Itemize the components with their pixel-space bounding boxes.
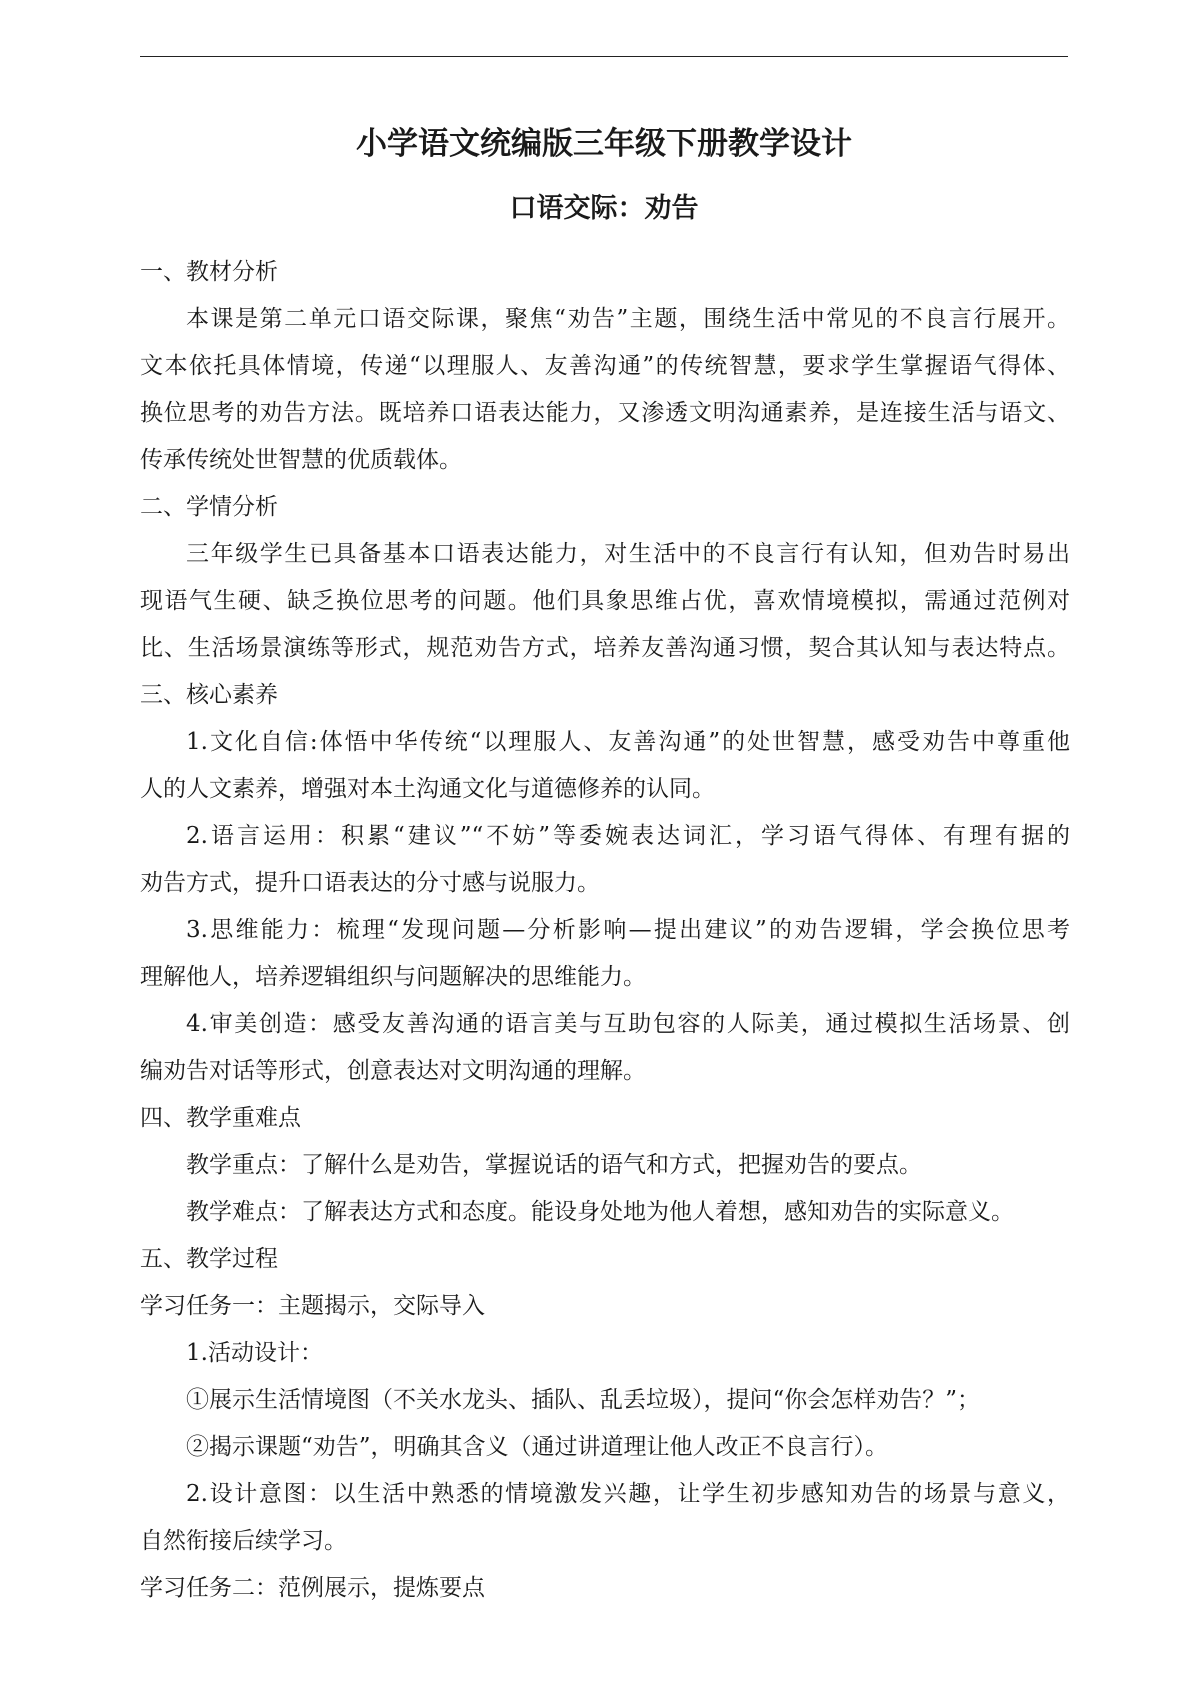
text-line: 四、教学重难点 bbox=[140, 1105, 301, 1131]
text-line: 3.思维能力：梳理“发现问题—分析影响—提出建议”的劝告逻辑，学会换位思考 bbox=[186, 917, 1070, 943]
text-line: 本课是第二单元口语交际课，聚焦“劝告”主题，围绕生活中常见的不良言行展开。 bbox=[186, 306, 1070, 332]
text-line: 学习任务一：主题揭示，交际导入 bbox=[140, 1293, 485, 1319]
text-line: 1.文化自信:体悟中华传统“以理服人、友善沟通”的处世智慧，感受劝告中尊重他 bbox=[186, 729, 1070, 755]
document-title: 小学语文统编版三年级下册教学设计 bbox=[356, 126, 852, 162]
text-line: 换位思考的劝告方法。既培养口语表达能力，又渗透文明沟通素养，是连接生活与语文、 bbox=[140, 400, 1070, 426]
text-line: 二、学情分析 bbox=[140, 494, 278, 520]
text-line: 教学难点：了解表达方式和态度。能设身处地为他人着想，感知劝告的实际意义。 bbox=[186, 1199, 1014, 1225]
header-rule bbox=[140, 56, 1068, 57]
text-line: 编劝告对话等形式，创意表达对文明沟通的理解。 bbox=[140, 1058, 646, 1084]
text-line: 1.活动设计： bbox=[186, 1340, 323, 1366]
text-line: 教学重点：了解什么是劝告，掌握说话的语气和方式，把握劝告的要点。 bbox=[186, 1152, 922, 1178]
text-line: 人的人文素养，增强对本土沟通文化与道德修养的认同。 bbox=[140, 776, 715, 802]
text-line: 理解他人，培养逻辑组织与问题解决的思维能力。 bbox=[140, 964, 646, 990]
document-body bbox=[140, 249, 1070, 1612]
text-line: 五、教学过程 bbox=[140, 1246, 278, 1272]
text-line: 三年级学生已具备基本口语表达能力，对生活中的不良言行有认知，但劝告时易出 bbox=[186, 541, 1070, 567]
text-line: 比、生活场景演练等形式，规范劝告方式，培养友善沟通习惯，契合其认知与表达特点。 bbox=[140, 635, 1070, 661]
text-line: 三、核心素养 bbox=[140, 682, 278, 708]
text-line: 传承传统处世智慧的优质载体。 bbox=[140, 447, 462, 473]
text-line: 一、教材分析 bbox=[140, 259, 278, 285]
document-subtitle: 口语交际：劝告 bbox=[509, 193, 699, 224]
text-line: 文本依托具体情境，传递“以理服人、友善沟通”的传统智慧，要求学生掌握语气得体、 bbox=[140, 353, 1070, 379]
text-line: 现语气生硬、缺乏换位思考的问题。他们具象思维占优，喜欢情境模拟，需通过范例对 bbox=[140, 588, 1070, 614]
text-line: 学习任务二：范例展示，提炼要点 bbox=[140, 1575, 485, 1601]
text-line: 自然衔接后续学习。 bbox=[140, 1528, 347, 1554]
text-line: 4.审美创造：感受友善沟通的语言美与互助包容的人际美，通过模拟生活场景、创 bbox=[186, 1011, 1070, 1037]
text-line: 2.设计意图：以生活中熟悉的情境激发兴趣，让学生初步感知劝告的场景与意义， bbox=[186, 1481, 1070, 1507]
text-line: 2.语言运用：积累“建议”“不妨”等委婉表达词汇，学习语气得体、有理有据的 bbox=[186, 823, 1070, 849]
text-line: ②揭示课题“劝告”，明确其含义（通过讲道理让他人改正不良言行）。 bbox=[186, 1434, 889, 1460]
text-line: ①展示生活情境图（不关水龙头、插队、乱丢垃圾），提问“你会怎样劝告？”； bbox=[186, 1387, 981, 1413]
text-line: 劝告方式，提升口语表达的分寸感与说服力。 bbox=[140, 870, 600, 896]
